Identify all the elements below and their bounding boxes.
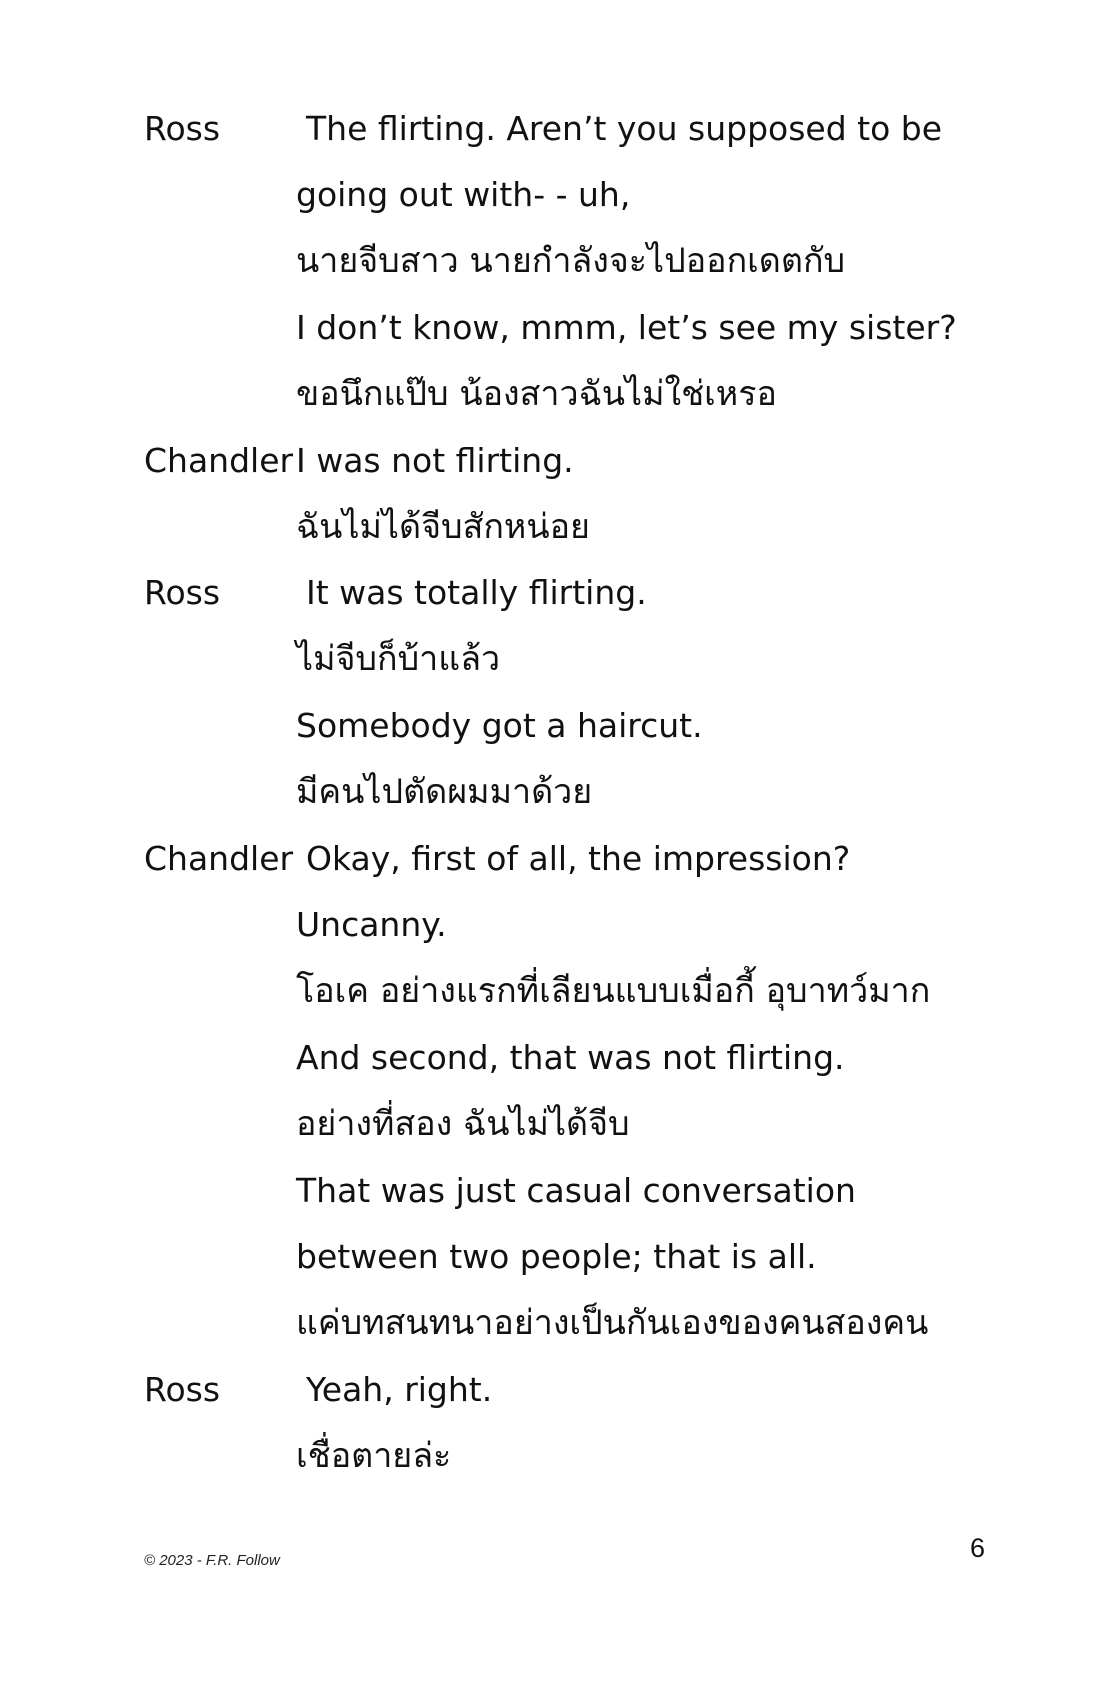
dialogue-line bbox=[144, 1356, 1024, 1422]
dialogue-text: I was not flirting. bbox=[296, 440, 574, 480]
speaker-name: Ross bbox=[144, 573, 221, 613]
speaker-name: Ross bbox=[144, 1370, 221, 1410]
thai-translation: มีคนไปตัดผมมาด้วย bbox=[296, 772, 593, 813]
dialogue-text: I don’t know, mmm, let’s see my sister? bbox=[296, 307, 957, 347]
thai-translation: ฉันไม่ได้จีบสักหน่อย bbox=[296, 506, 590, 547]
dialogue-text: Okay, first of all, the impression? bbox=[306, 838, 851, 878]
dialogue-line bbox=[144, 294, 1024, 360]
dialogue-line bbox=[144, 693, 1024, 759]
dialogue-line bbox=[144, 1423, 1024, 1489]
dialogue-text: Yeah, right. bbox=[306, 1370, 493, 1410]
copyright-notice: © 2023 - F.R. Follow bbox=[144, 1552, 280, 1569]
dialogue-line bbox=[144, 1290, 1024, 1356]
thai-translation: ไม่จีบก็บ้าแล้ว bbox=[296, 639, 501, 680]
page-number: 6 bbox=[970, 1533, 986, 1563]
dialogue-line bbox=[144, 1024, 1024, 1090]
dialogue-text: going out with- - uh, bbox=[296, 175, 631, 215]
dialogue-line bbox=[144, 958, 1024, 1024]
dialogue-line bbox=[144, 1091, 1024, 1157]
dialogue-line bbox=[144, 361, 1024, 427]
thai-translation: แค่บทสนทนาอย่างเป็นกันเองของคนสองคน bbox=[296, 1303, 929, 1344]
thai-translation: โอเค อย่างแรกที่เลียนแบบเมื่อกี้ อุบาทว์มาก bbox=[296, 971, 931, 1012]
dialogue-line bbox=[144, 892, 1024, 958]
thai-translation: นายจีบสาว นายกำลังจะไปออกเดตกับ bbox=[296, 240, 846, 281]
dialogue-line bbox=[144, 759, 1024, 825]
dialogue-line bbox=[144, 427, 1024, 493]
script-dialogue bbox=[144, 95, 1024, 1489]
thai-translation: เชื่อตายล่ะ bbox=[296, 1436, 452, 1476]
dialogue-line bbox=[144, 95, 1024, 161]
speaker-name: Ross bbox=[144, 108, 221, 148]
speaker-name: Chandler bbox=[144, 440, 294, 480]
dialogue-text: Uncanny. bbox=[296, 905, 447, 945]
dialogue-line bbox=[144, 228, 1024, 294]
dialogue-line bbox=[144, 560, 1024, 626]
thai-translation: ขอนึกแป๊บ น้องสาวฉันไม่ใช่เหรอ bbox=[296, 373, 777, 414]
dialogue-line bbox=[144, 825, 1024, 891]
dialogue-text: And second, that was not flirting. bbox=[296, 1038, 845, 1078]
dialogue-text: That was just casual conversation bbox=[296, 1170, 856, 1210]
dialogue-line bbox=[144, 1224, 1024, 1290]
dialogue-line bbox=[144, 493, 1024, 559]
dialogue-text: It was totally flirting. bbox=[306, 573, 647, 613]
dialogue-line bbox=[144, 161, 1024, 227]
dialogue-text: The flirting. Aren’t you supposed to be bbox=[306, 108, 943, 148]
dialogue-text: between two people; that is all. bbox=[296, 1237, 817, 1277]
speaker-name: Chandler bbox=[144, 838, 294, 878]
dialogue-line bbox=[144, 1157, 1024, 1223]
dialogue-text: Somebody got a haircut. bbox=[296, 706, 703, 746]
dialogue-line bbox=[144, 626, 1024, 692]
thai-translation: อย่างที่สอง ฉันไม่ได้จีบ bbox=[296, 1104, 630, 1145]
